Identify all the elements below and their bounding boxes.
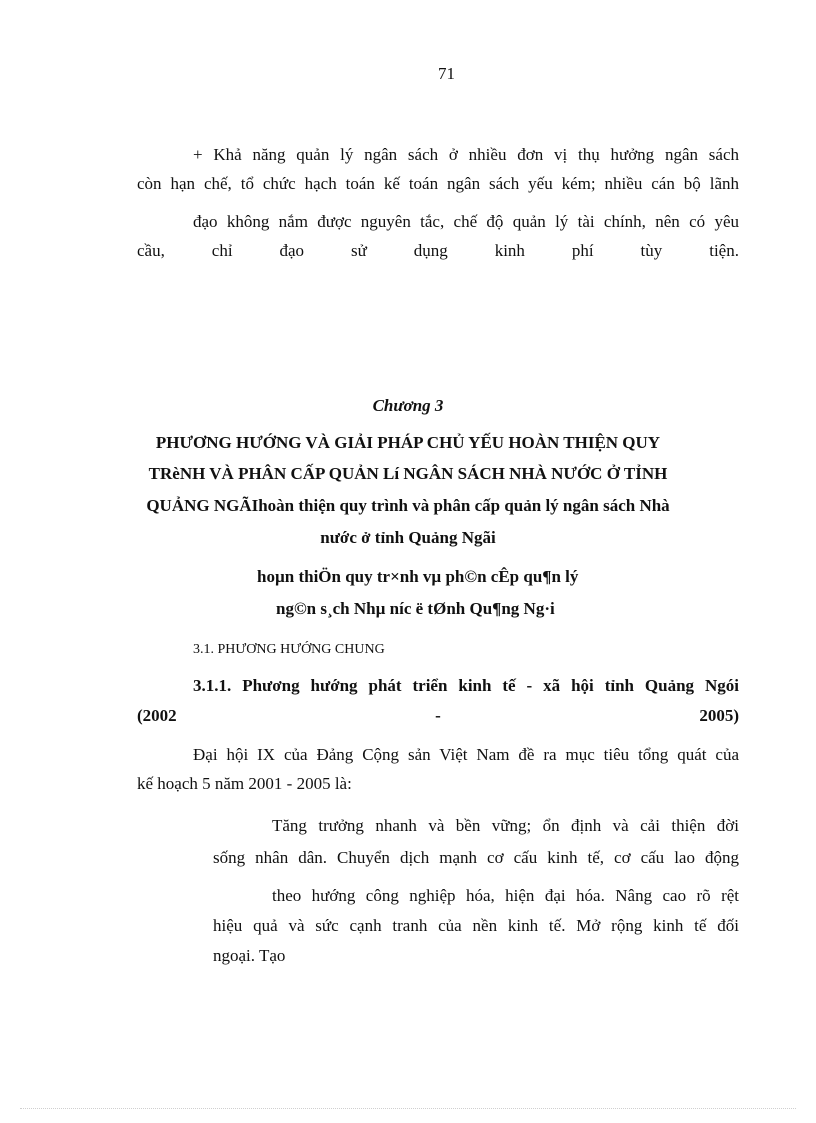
quote-line2: sống nhân dân. Chuyển dịch mạnh cơ cấu kinh tế, cơ cấu lao động [213, 848, 739, 867]
subsection-heading-line2 [137, 705, 739, 727]
section-heading: 3.1. PHƯƠNG HƯỚNG CHUNG [193, 642, 385, 657]
page-bottom-rule [20, 1108, 796, 1109]
para2-line1: Đại hội IX của Đảng Cộng sản Việt Nam đề ra mục tiêu tổng quát của [193, 745, 739, 764]
word: - [435, 706, 441, 725]
quote-line5: ngoại. Tạo [213, 946, 286, 965]
chapter-garbled-line1: hoµn thiÖn quy tr×nh vµ ph©n cÊp qu¶n lý [257, 567, 579, 586]
chapter-title-line2: TRèNH VÀ PHÂN CẤP QUẢN Lí NGÂN SÁCH NHÀ NƯỚC Ở TỈNH [148, 464, 668, 483]
chapter-garbled-line2: ng©n s¸ch Nhµ níc ë tØnh Qu¶ng Ng·i [276, 599, 555, 618]
quote-line1: Tăng trưởng nhanh và bền vững; ổn định và cải thiện đời [272, 816, 739, 835]
para1-line1: + Khả năng quản lý ngân sách ở nhiều đơn vị thụ hưởng ngân sách [193, 145, 739, 164]
word: chỉ [211, 241, 233, 260]
word: đạo [279, 241, 305, 260]
word: dụng [413, 241, 448, 260]
chapter-label: Chương 3 [372, 396, 444, 415]
word: tùy [640, 241, 663, 260]
chapter-title-line1: PHƯƠNG HƯỚNG VÀ GIẢI PHÁP CHỦ YẾU HOÀN THIỆN QUY [155, 433, 661, 452]
subsection-heading-line1: 3.1.1. Phương hướng phát triển kinh tế - xã hội tỉnh Quảng Ngói [193, 676, 739, 695]
page-number: 71 [438, 64, 455, 83]
para1-line4 [137, 240, 739, 262]
para2-line2: kế hoạch 5 năm 2001 - 2005 là: [137, 774, 352, 793]
chapter-title-line3: QUẢNG NGÃIhoàn thiện quy trình và phân cấp quản lý ngân sách Nhà [146, 496, 670, 515]
word: kinh [494, 241, 525, 260]
word: (2002 [137, 706, 177, 725]
para1-line2: còn hạn chế, tổ chức hạch toán kế toán ngân sách yếu kém; nhiều cán bộ lãnh [137, 174, 739, 193]
chapter-title-line4: nước ở tỉnh Quảng Ngãi [320, 528, 496, 547]
word: sử [350, 241, 367, 260]
quote-line4: hiệu quả và sức cạnh tranh của nền kinh tế. Mở rộng kinh tế đối [213, 916, 739, 935]
word: 2005) [699, 706, 739, 725]
word: phí [571, 241, 594, 260]
quote-line3: theo hướng công nghiệp hóa, hiện đại hóa. Nâng cao rõ rệt [272, 886, 739, 905]
para1-line3: đạo không nắm được nguyên tắc, chế độ quản lý tài chính, nên có yêu [193, 212, 739, 231]
word: tiện. [709, 241, 739, 260]
word: cầu, [137, 241, 165, 260]
